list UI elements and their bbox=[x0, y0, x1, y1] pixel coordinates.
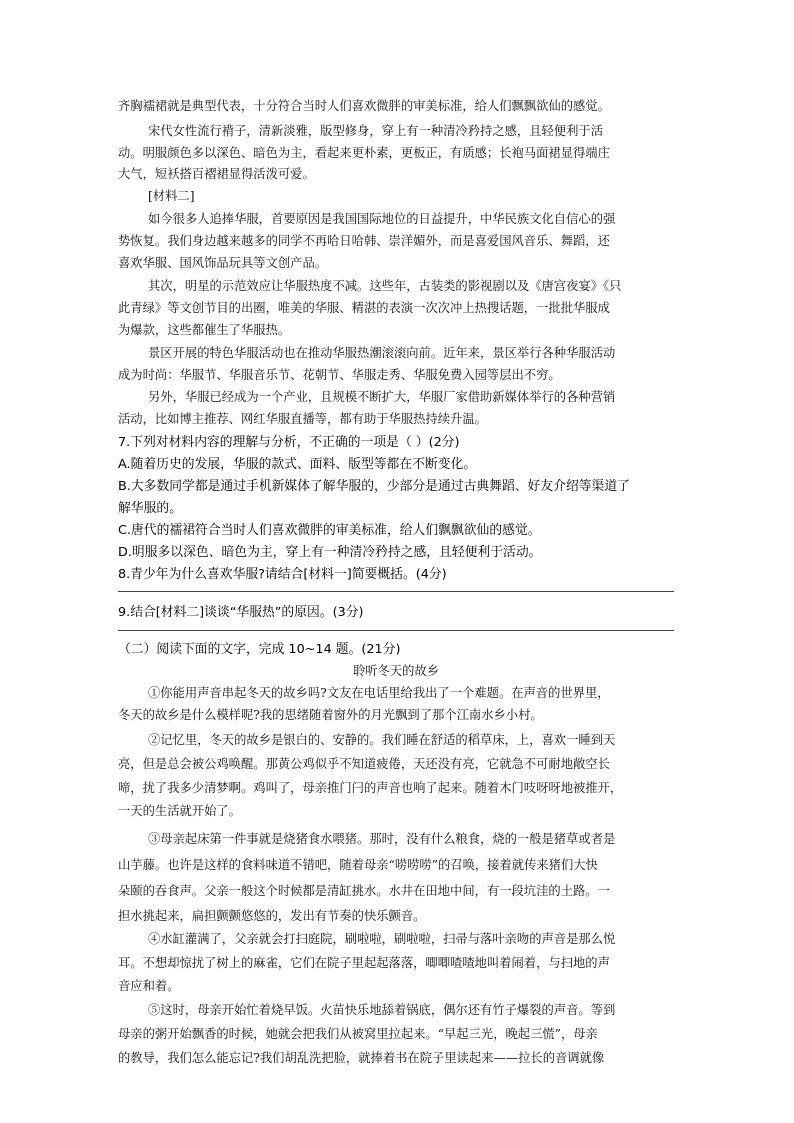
material2-line: 成为时尚：华服节、华服音乐节、花朝节、华服走秀、华服免费入园等层出不穷。 bbox=[118, 368, 561, 382]
material2-line: 活动，比如博主推荐、网红华服直播等，都有助于华服热持续升温。 bbox=[118, 412, 487, 426]
material2-line: 其次，明星的示范效应让华服热度不减。这些年，古装类的影视剧以及《唐宫夜宴》《只 bbox=[148, 279, 622, 293]
material2-line: 景区开展的特色华服活动也在推动华服热潮滚滚向前。近年来，景区举行各种华服活动 bbox=[148, 346, 616, 360]
question-7: 7.下列对材料内容的理解与分析，不正确的一项是（ ）(2分) bbox=[118, 435, 460, 450]
question-7-option-b-cont: 解华服的。 bbox=[118, 501, 182, 516]
passage-line: 母亲的粥开始飘香的时候，她就会把我们从被窝里拉起来。“早起三光，晚起三慌”，母亲 bbox=[118, 1027, 598, 1041]
passage-line: 山芋藤。也许是这样的食料味道不错吧，随着母亲“唠唠唠”的召唤，接着就传来猪们大快 bbox=[118, 858, 598, 872]
material2-line: 势恢复。我们身边越来越多的同学不再哈日哈韩、崇洋媚外，而是喜爱国风音乐、舞蹈，还 bbox=[118, 234, 610, 248]
material1-line: 动。明服颜色多以深色、暗色为主，看起来更朴素，更板正，有质感；长袍马面裙显得端庄 bbox=[118, 146, 610, 160]
material2-heading: [材料二] bbox=[148, 189, 195, 203]
question-9: 9.结合[材料二]谈谈“华服热”的原因。(3分) bbox=[118, 605, 364, 620]
answer-line bbox=[118, 630, 674, 631]
passage-line: ⑤这时，母亲开始忙着烧早饭。火苗快乐地舔着锅底，偶尔还有竹子爆裂的声音。等到 bbox=[148, 1003, 616, 1017]
material2-line: 为爆款，这些都催生了华服热。 bbox=[118, 323, 291, 337]
passage-title: 聆听冬天的故乡 bbox=[352, 664, 440, 678]
material2-line: 此青绿》等文创节目的出圈，唯美的华服、精湛的表演一次次冲上热搜话题，一批批华服成 bbox=[118, 301, 610, 315]
section2-instruction: （二）阅读下面的文字，完成 10~14 题。(21分) bbox=[118, 642, 401, 657]
passage-line: 一天的生活就开始了。 bbox=[118, 804, 241, 818]
answer-line bbox=[118, 591, 674, 592]
question-7-option-a: A.随着历史的发展，华服的款式、面料、版型等都在不断变化。 bbox=[118, 457, 477, 472]
passage-line: 音应和着。 bbox=[118, 979, 180, 993]
passage-line: 耳。不想却惊扰了树上的麻雀，它们在院子里起起落落，唧唧喳喳地叫着闹着，与扫地的声 bbox=[118, 956, 610, 970]
material2-line: 另外，华服已经成为一个产业，且规模不断扩大，华服厂家借助新媒体举行的各种营销 bbox=[148, 390, 616, 404]
passage-line: ①你能用声音串起冬天的故乡吗?文友在电话里给我出了一个难题。在声音的世界里， bbox=[148, 686, 610, 700]
question-7-option-b: B.大多数同学都是通过手机新媒体了解华服的，少部分是通过古典舞蹈、好友介绍等渠道了 bbox=[118, 479, 630, 494]
material1-line: 齐胸襦裙就是典型代表，十分符合当时人们喜欢微胖的审美标准，给人们飘飘欲仙的感觉。 bbox=[118, 99, 610, 113]
material2-line: 如今很多人追捧华服，首要原因是我国国际地位的日益提升，中华民族文化自信心的强 bbox=[148, 212, 616, 226]
question-8: 8.青少年为什么喜欢华服?请结合[材料一]简要概括。(4分) bbox=[118, 567, 447, 582]
passage-line: 朵颐的吞食声。父亲一般这个时候都是清缸挑水。水井在田地中间，有一段坑洼的土路。一 bbox=[118, 884, 610, 898]
material1-line: 宋代女性流行褙子，清新淡雅，版型修身，穿上有一种清冷矜持之感，且轻便利于活 bbox=[148, 124, 603, 138]
material1-line: 大气，短袄搭百褶裙显得活泼可爱。 bbox=[118, 167, 315, 181]
passage-line: 的教导，我们怎么能忘记?我们胡乱洗把脸，就捧着书在院子里读起来——拉长的音调就像 bbox=[118, 1051, 605, 1065]
passage-line: 亮，但是总会被公鸡唤醒。那黄公鸡似乎不知道疲倦，天还没有亮，它就急不可耐地敞空长 bbox=[118, 757, 610, 771]
material2-line: 喜欢华服、国风饰品玩具等文创产品。 bbox=[118, 256, 328, 270]
question-7-option-c: C.唐代的襦裙符合当时人们喜欢微胖的审美标准，给人们飘飘欲仙的感觉。 bbox=[118, 523, 541, 538]
question-7-option-d: D.明服多以深色、暗色为主，穿上有一种清冷矜持之感，且轻便利于活动。 bbox=[118, 545, 542, 560]
passage-line: ②记忆里，冬天的故乡是银白的、安静的。我们睡在舒适的稻草床，上，喜欢一睡到天 bbox=[148, 733, 616, 747]
passage-line: ④水缸灌满了，父亲就会打扫庭院，刷啦啦，刷啦啦，扫帚与落叶亲吻的声音是那么悦 bbox=[148, 932, 616, 946]
passage-line: ③母亲起床第一件事就是烧猪食水喂猪。那时，没有什么粮食，烧的一般是猪草或者是 bbox=[148, 832, 616, 846]
passage-line: 担水挑起来，扁担颤颤悠悠的，发出有节奏的快乐颤音。 bbox=[118, 909, 426, 923]
passage-line: 冬天的故乡是什么模样呢?我的思绪随着窗外的月光飘到了那个江南水乡小村。 bbox=[118, 708, 543, 722]
passage-line: 啼，扰了我多少清梦啊。鸡叫了，母亲推门闩的声音也响了起来。随着木门吱呀呀地被推开， bbox=[118, 781, 623, 795]
